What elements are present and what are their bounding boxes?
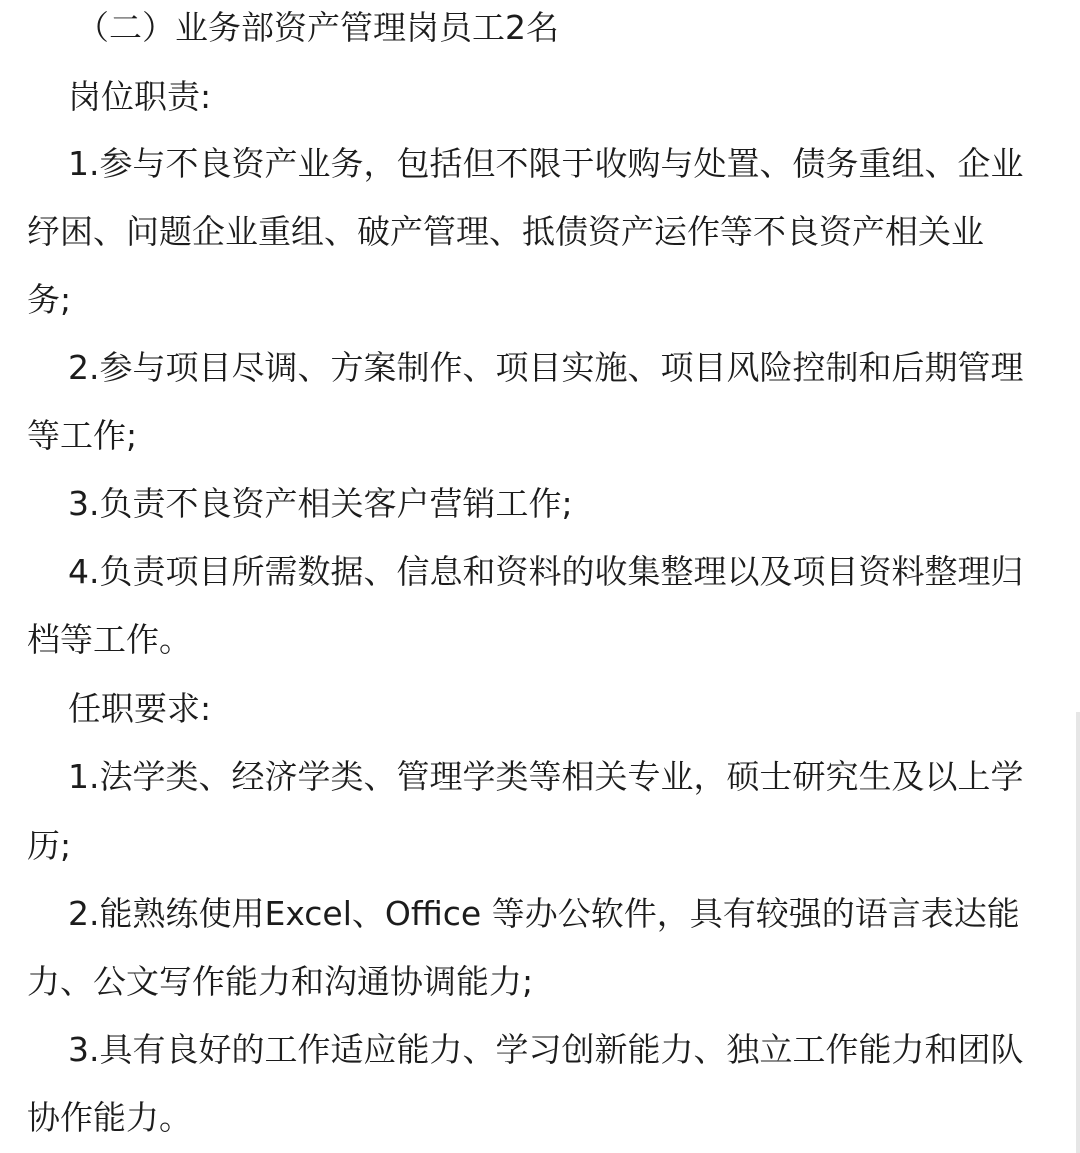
duty-4-line-2: 档等工作。 [27, 620, 192, 659]
duty-3-line-1: 3.负责不良资产相关客户营销工作; [68, 484, 573, 523]
duties-heading: 岗位职责: [68, 77, 212, 116]
duty-2-line-1: 2.参与项目尽调、方案制作、项目实施、项目风险控制和后期管理 [68, 348, 1024, 387]
duty-2-line-2: 等工作; [27, 416, 138, 455]
requirement-1-line-1: 1.法学类、经济学类、管理学类等相关专业，硕士研究生及以上学 [68, 757, 1024, 796]
requirement-2-line-2: 力、公文写作能力和沟通协调能力; [27, 962, 534, 1001]
requirement-2-line-1: 2.能熟练使用Excel、Office 等办公软件，具有较强的语言表达能 [68, 894, 1020, 933]
requirement-3-line-1: 3.具有良好的工作适应能力、学习创新能力、独立工作能力和团队 [68, 1030, 1024, 1069]
requirement-1-line-2: 历; [27, 826, 72, 865]
duty-1-line-3: 务; [27, 280, 72, 319]
scrollbar-track[interactable] [1076, 712, 1080, 1153]
duty-1-line-2: 纾困、问题企业重组、破产管理、抵债资产运作等不良资产相关业 [27, 212, 984, 251]
requirement-3-line-2: 协作能力。 [27, 1098, 192, 1137]
duty-1-line-1: 1.参与不良资产业务，包括但不限于收购与处置、债务重组、企业 [68, 144, 1024, 183]
requirements-heading: 任职要求: [68, 689, 212, 728]
duty-4-line-1: 4.负责项目所需数据、信息和资料的收集整理以及项目资料整理归 [68, 552, 1024, 591]
section-title: （二）业务部资产管理岗员工2名 [76, 8, 559, 47]
